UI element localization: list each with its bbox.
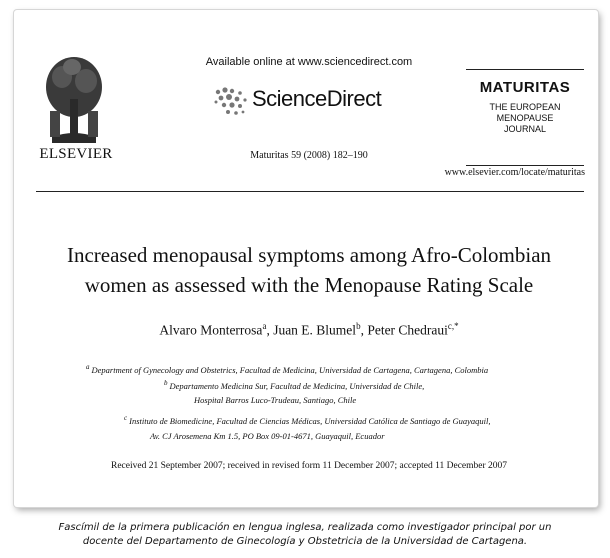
affiliation-line: Instituto de Biomedicine, Facultad de Ciencias Médicas, Universidad Católica de Santiago de Guayaquil,: [129, 415, 491, 426]
author-affiliation-mark: a: [262, 321, 267, 331]
author-name: Alvaro Monterrosa: [159, 322, 263, 338]
affiliation-line: Av. CJ Arosemena Km 1.5, PO Box 09-01-4671, Guayaquil, Ecuador: [150, 430, 385, 441]
article-title-line-2: women as assessed with the Menopause Rating Scale: [84, 273, 534, 297]
sciencedirect-logo-icon: [210, 82, 252, 122]
affiliation-a: [86, 362, 488, 376]
affiliation-b: [164, 378, 424, 406]
journal-citation: Maturitas 59 (2008) 182–190: [250, 150, 368, 161]
author-affiliation-mark: b: [356, 321, 361, 331]
journal-subtitle: THE EUROPEAN MENOPAUSE JOURNAL: [489, 102, 561, 134]
publisher-name: ELSEVIER: [39, 146, 113, 162]
article-title: [54, 240, 564, 300]
author-list: Alvaro Monterrosa$^a$, Juan E. Blumel$^b$, Peter Chedraui$^{c,*}$: [159, 321, 459, 338]
figure-caption: [20, 521, 590, 549]
caption-line-2: docente del Departamento de Ginecología y Obstetricia de la Universidad de Cartagena.: [82, 536, 528, 547]
elsevier-tree-logo: [42, 53, 106, 149]
affiliation-mark: c: [124, 414, 128, 422]
caption-line-1: Fascímil de la primera publicación en lengua inglesa, realizada como investigador principal por un: [58, 522, 552, 533]
header-divider: [36, 191, 584, 192]
affiliation-mark: b: [164, 379, 168, 387]
journal-masthead: [466, 69, 584, 166]
affiliation-line: Hospital Barros Luco-Trudeau, Santiago, Chile: [194, 394, 357, 405]
affiliation-mark: a: [86, 363, 90, 371]
sciencedirect-name: ScienceDirect: [252, 86, 382, 111]
affiliation-c: [124, 413, 491, 442]
journal-title: MATURITAS: [479, 79, 571, 96]
author-name: Peter Chedraui: [367, 322, 448, 338]
affiliation-line: Department of Gynecology and Obstetrics, Facultad de Medicina, Universidad de Cartagena, Cartagena, Colombia: [91, 364, 489, 375]
journal-url-link[interactable]: www.elsevier.com/locate/maturitas: [444, 167, 585, 178]
author-affiliation-mark: c,*: [447, 321, 459, 331]
affiliation-line: Departamento Medicina Sur, Facultad de Medicina, Universidad de Chile,: [169, 380, 425, 391]
available-online-text: Available online at www.sciencedirect.com: [205, 56, 413, 68]
document-frame: [14, 10, 598, 507]
author-name: Juan E. Blumel: [273, 322, 357, 338]
article-title-line-1: Increased menopausal symptoms among Afro-Colombian: [66, 243, 552, 267]
received-dates: Received 21 September 2007; received in revised form 11 December 2007; accepted 11 December 2007: [110, 461, 508, 471]
